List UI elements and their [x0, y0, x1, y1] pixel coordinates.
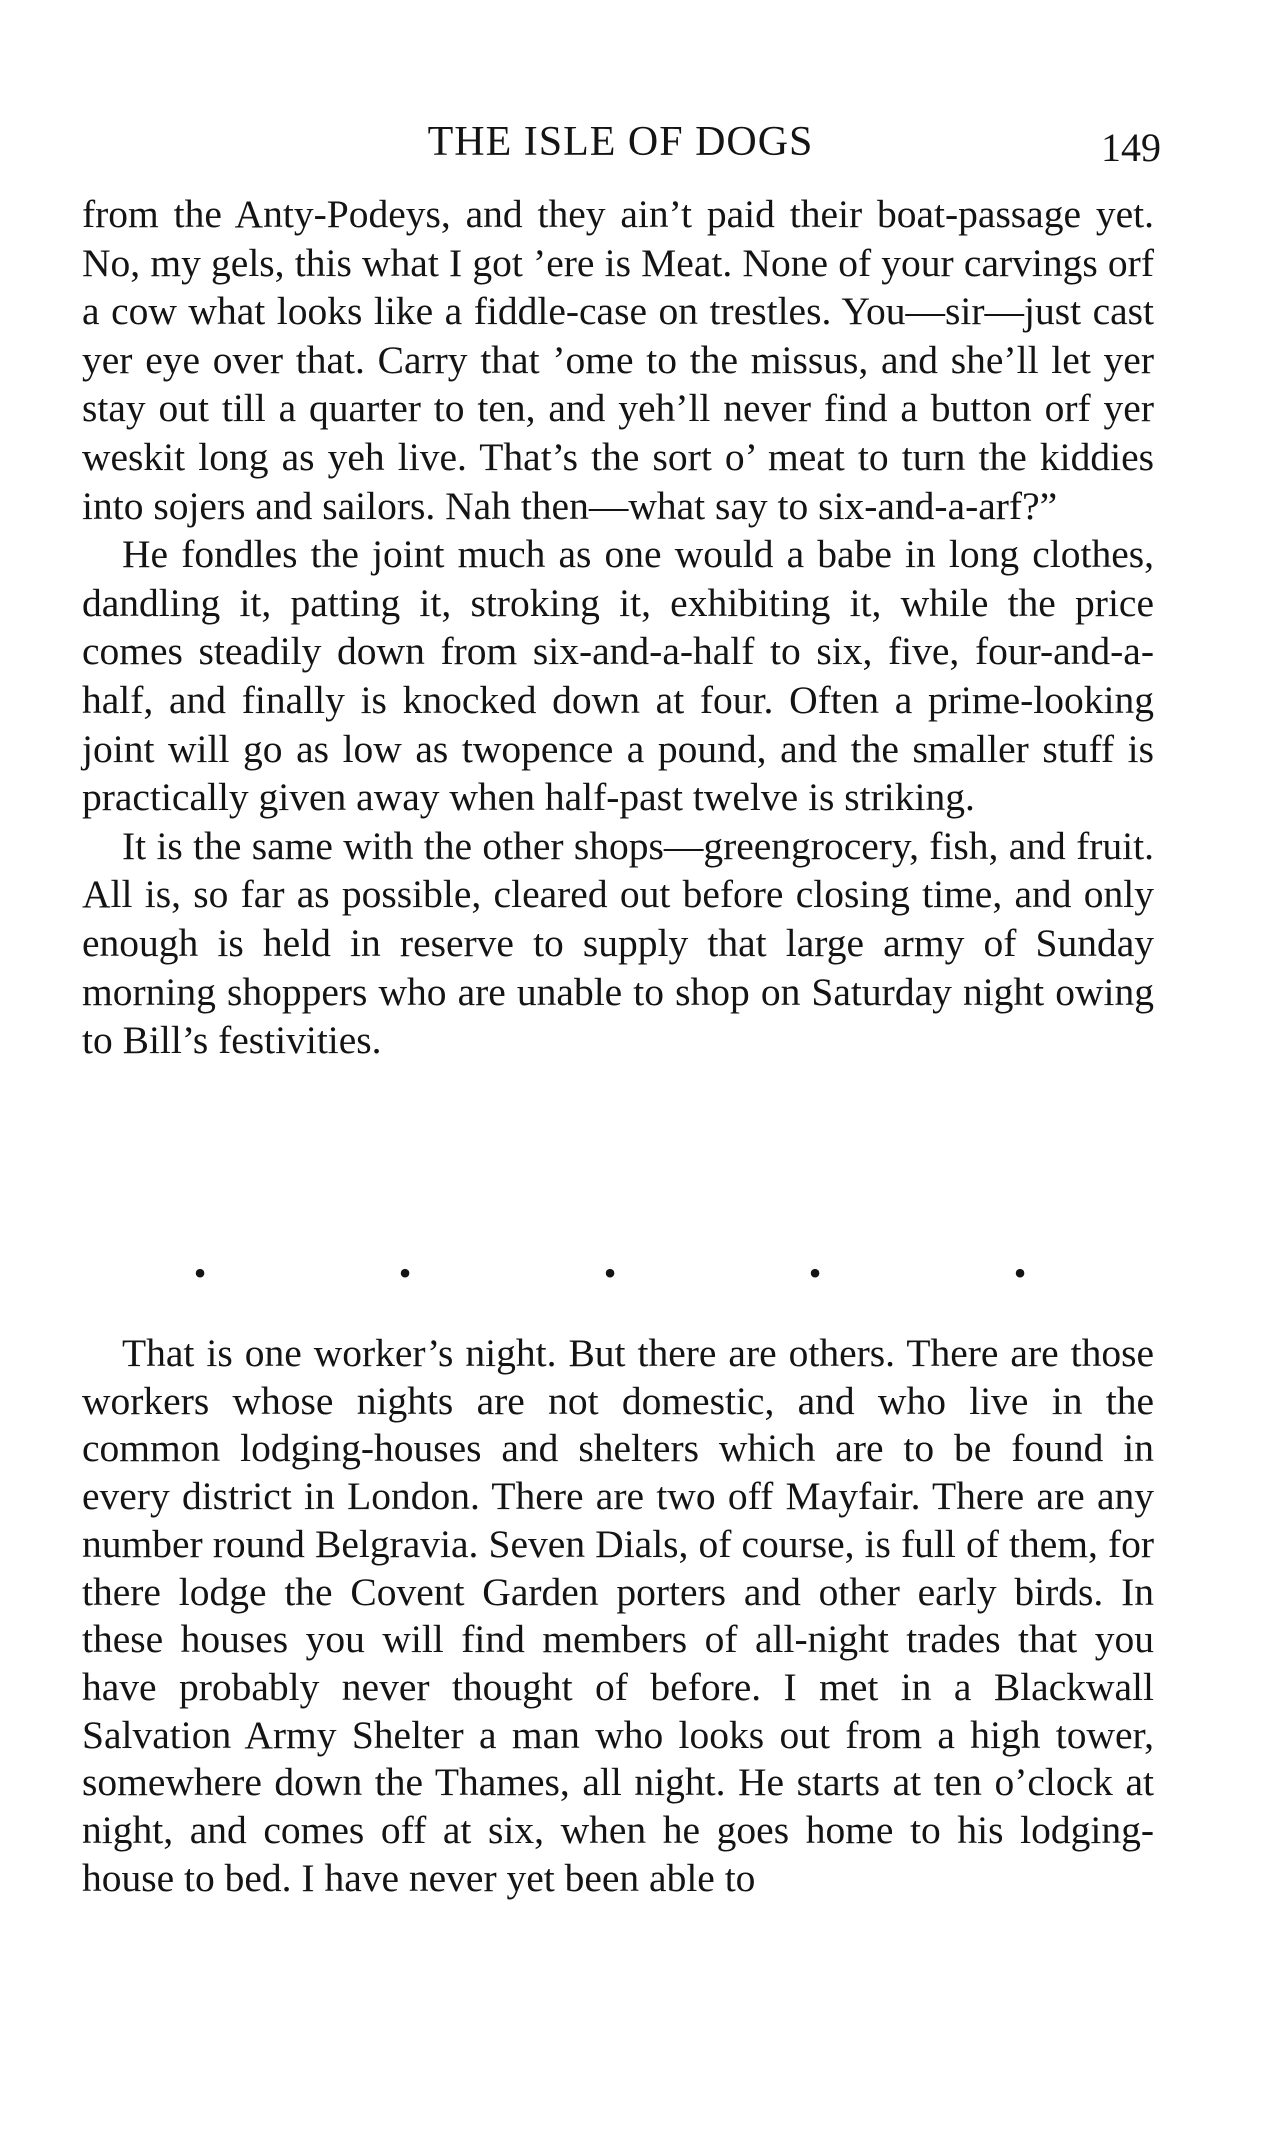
section-one-text [82, 190, 1154, 1065]
paragraph-other-shops: It is the same with the other shops—greengrocery, fish, and fruit. All is, so far as possible, cleared out before closing time, and only enough is held in reserve to supply that large army of Sunday morning shoppers who are unable to shop on Saturday night owing to Bill’s festivities. [82, 823, 1154, 1063]
section-break-dot: • [398, 1253, 412, 1293]
section-two-text [82, 1330, 1154, 1902]
paragraph-workers-night: That is one worker’s night. But there are others. There are those workers whose nights are not domestic, and who live in the common lodging-houses and shelters which are to be found in every district in London. There are two off Mayfair. There are any number round Belgravia. Seven Dials, of course, is full of them, for there lodge the Covent Garden porters and other early birds. In these houses you will find members of all-night trades that you have probably never thought of before. I met in a Blackwall Salvation Army Shelter a man who looks out from a high tower, somewhere down the Thames, all night. He starts at ten o’clock at night, and comes off at six, when he goes home to his lodging-house to bed. I have never yet been able to [82, 1331, 1154, 1900]
section-break-dot: • [603, 1253, 617, 1293]
section-break [190, 1255, 1030, 1291]
paragraph-fondles-joint: He fondles the joint much as one would a babe in long clothes, dandling it, patting it, stroking it, exhibiting it, while the price comes steadily down from six-and-a-half to six, five, four-and-a-half, and finally is knocked down at four. Often a prime-looking joint will go as low as twopence a pound, and the smaller stuff is practically given away when half-past twelve is striking. [82, 532, 1154, 820]
section-break-dot: • [808, 1253, 822, 1293]
paragraph-continued-dialogue: from the Anty-Podeys, and they ain’t paid their boat-passage yet. No, my gels, this what I got ’ere is Meat. None of your carvings orf a cow what looks like a fiddle-case on trestles. You—sir—just cast yer eye over that. Carry that ’ome to the missus, and she’ll let yer stay out till a quarter to ten, and yeh’ll never find a button orf yer weskit long as yeh live. That’s the sort o’ meat to turn the kiddies into sojers and sailors. Nah then—what say to six-and-a-arf?” [82, 192, 1154, 528]
running-title: THE ISLE OF DOGS [427, 119, 814, 165]
section-break-dot: • [193, 1253, 207, 1293]
running-head [88, 112, 1161, 172]
section-break-dot: • [1013, 1253, 1027, 1293]
page-number: 149 [1101, 125, 1161, 170]
